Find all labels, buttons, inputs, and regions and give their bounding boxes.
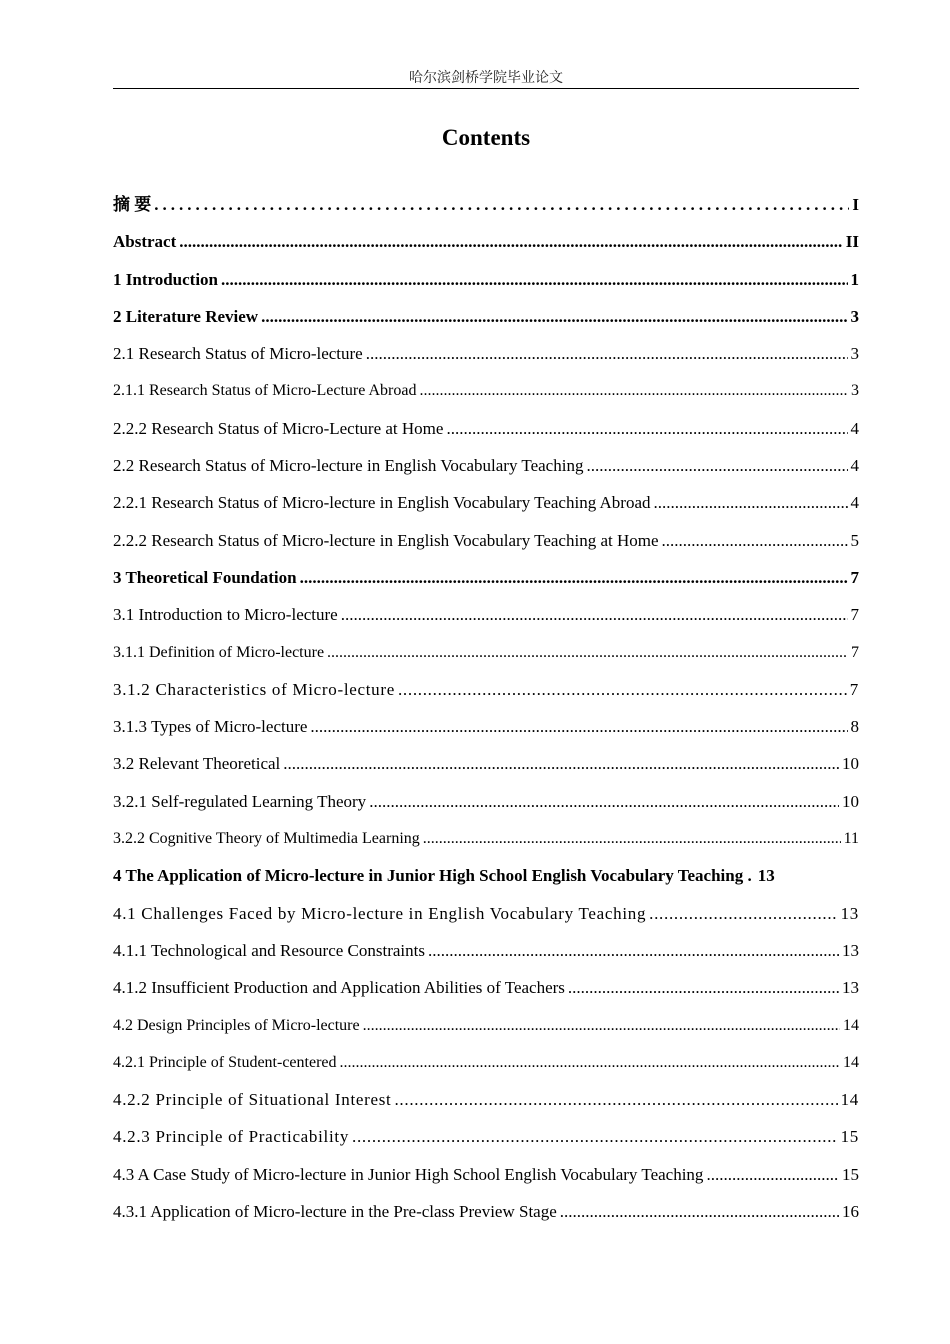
toc-entry-page-number: 7 xyxy=(850,605,859,625)
toc-entry[interactable] xyxy=(113,223,859,260)
toc-entry-page-number: 7 xyxy=(849,679,859,699)
dot-leader xyxy=(398,671,847,708)
toc-entry-page-number: II xyxy=(845,232,859,252)
toc-entry-page-number: 8 xyxy=(850,717,859,737)
toc-entry-page-number: 5 xyxy=(850,530,859,550)
toc-entry-page-number: 13 xyxy=(840,903,859,923)
dot-leader xyxy=(352,1118,838,1155)
dot-leader xyxy=(419,372,848,409)
toc-entry-label: 3.2.2 Cognitive Theory of Multimedia Learning xyxy=(113,830,420,848)
dot-leader xyxy=(327,634,848,671)
dot-leader xyxy=(366,335,848,372)
toc-entry-page-number: 10 xyxy=(842,791,859,811)
toc-entry[interactable] xyxy=(113,932,859,969)
toc-entry-page-number: 13 xyxy=(757,866,775,886)
header-rule xyxy=(113,88,859,89)
dot-leader xyxy=(363,1007,840,1044)
toc-entry-page-number: 3 xyxy=(850,306,859,326)
toc-entry-label: 1 Introduction xyxy=(113,269,219,289)
toc-entry-page-number: 11 xyxy=(843,830,859,848)
toc-entry-label: 4.2 Design Principles of Micro-lecture xyxy=(113,1016,360,1034)
toc-entry-page-number: 3 xyxy=(851,382,859,400)
dot-leader xyxy=(560,1193,839,1230)
toc-entry[interactable] xyxy=(113,1081,859,1118)
toc-entry-page-number: 15 xyxy=(840,1127,859,1147)
toc-entry-label: 4.1 Challenges Faced by Micro-lecture in English Vocabulary Teaching xyxy=(113,903,647,923)
toc-entry-page-number: 1 xyxy=(850,269,859,289)
dot-leader xyxy=(428,932,839,969)
toc-entry[interactable] xyxy=(113,1118,859,1155)
table-of-contents xyxy=(113,186,859,1230)
dot-leader xyxy=(340,1044,841,1081)
toc-entry[interactable] xyxy=(113,969,859,1006)
toc-entry-label: 2.1 Research Status of Micro-lecture xyxy=(113,344,363,364)
toc-entry-label: 4.2.3 Principle of Practicability xyxy=(113,1127,350,1147)
toc-entry[interactable] xyxy=(113,1156,859,1193)
toc-entry[interactable] xyxy=(113,895,859,932)
dot-leader xyxy=(369,783,839,820)
dot-leader xyxy=(423,820,841,857)
dot-leader xyxy=(283,745,839,782)
toc-entry[interactable] xyxy=(113,708,859,745)
toc-entry-label: 3.2 Relevant Theoretical xyxy=(113,754,281,774)
toc-entry-label: 2.2 Research Status of Micro-lecture in English Vocabulary Teaching xyxy=(113,456,584,476)
toc-entry[interactable] xyxy=(113,857,859,894)
toc-entry-page-number: 14 xyxy=(840,1090,859,1110)
toc-entry-label: 4.2.1 Principle of Student-centered xyxy=(113,1053,337,1071)
dot-leader xyxy=(394,1081,837,1118)
dot-leader xyxy=(649,895,837,932)
toc-entry-page-number: 7 xyxy=(850,567,859,587)
toc-entry-page-number: 4 xyxy=(850,456,859,476)
toc-entry-page-number: I xyxy=(852,195,859,214)
toc-entry[interactable] xyxy=(113,1044,859,1081)
dot-leader xyxy=(568,969,839,1006)
toc-entry[interactable] xyxy=(113,186,859,223)
toc-entry-label: 2 Literature Review xyxy=(113,306,259,326)
dot-leader xyxy=(261,298,847,335)
toc-entry[interactable] xyxy=(113,559,859,596)
running-header: 哈尔滨剑桥学院毕业论文 xyxy=(409,70,563,86)
toc-entry[interactable] xyxy=(113,447,859,484)
toc-entry-label: 3 Theoretical Foundation xyxy=(113,567,297,587)
toc-entry-page-number: 14 xyxy=(843,1053,859,1071)
toc-entry-label: 4.3.1 Application of Micro-lecture in the Pre-class Preview Stage xyxy=(113,1202,557,1222)
toc-entry[interactable] xyxy=(113,745,859,782)
toc-entry-page-number: 7 xyxy=(851,643,859,661)
toc-entry[interactable] xyxy=(113,820,859,857)
toc-entry[interactable] xyxy=(113,410,859,447)
dot-leader xyxy=(662,522,848,559)
toc-entry-label: 4 The Application of Micro-lecture in Junior High School English Vocabulary Teaching . xyxy=(113,866,752,886)
dot-leader xyxy=(154,186,849,223)
toc-entry-page-number: 16 xyxy=(842,1202,859,1222)
toc-entry[interactable] xyxy=(113,372,859,409)
toc-entry[interactable] xyxy=(113,634,859,671)
toc-entry[interactable] xyxy=(113,1007,859,1044)
dot-leader xyxy=(221,261,847,298)
toc-entry-label: 3.1 Introduction to Micro-lecture xyxy=(113,605,338,625)
dot-leader xyxy=(341,596,848,633)
toc-entry[interactable] xyxy=(113,298,859,335)
toc-entry-label: 摘 要 xyxy=(113,195,152,214)
toc-entry-page-number: 15 xyxy=(842,1164,859,1184)
dot-leader xyxy=(586,447,847,484)
toc-entry-label: 4.1.2 Insufficient Production and Application Abilities of Teachers xyxy=(113,978,565,998)
toc-entry-page-number: 13 xyxy=(842,940,859,960)
toc-entry-label: 3.1.3 Types of Micro-lecture xyxy=(113,717,308,737)
toc-entry-label: Abstract xyxy=(113,232,177,252)
dot-leader xyxy=(179,223,843,260)
toc-entry-page-number: 10 xyxy=(842,754,859,774)
toc-entry-label: 3.1.2 Characteristics of Micro-lecture xyxy=(113,679,395,699)
dot-leader xyxy=(446,410,847,447)
toc-entry-label: 2.1.1 Research Status of Micro-Lecture Abroad xyxy=(113,382,417,400)
dot-leader xyxy=(653,484,847,521)
toc-entry[interactable] xyxy=(113,783,859,820)
toc-entry-label: 4.2.2 Principle of Situational Interest xyxy=(113,1090,392,1110)
toc-entry[interactable] xyxy=(113,484,859,521)
toc-entry[interactable] xyxy=(113,522,859,559)
toc-entry[interactable] xyxy=(113,671,859,708)
toc-entry-page-number: 14 xyxy=(843,1016,859,1034)
toc-entry-label: 3.2.1 Self-regulated Learning Theory xyxy=(113,791,367,811)
toc-entry-label: 4.1.1 Technological and Resource Constraints xyxy=(113,940,425,960)
toc-entry-page-number: 3 xyxy=(850,344,859,364)
toc-entry-label: 4.3 A Case Study of Micro-lecture in Junior High School English Vocabulary Teaching xyxy=(113,1164,704,1184)
toc-entry-label: 2.2.1 Research Status of Micro-lecture in English Vocabulary Teaching Abroad xyxy=(113,493,651,513)
dot-leader xyxy=(300,559,848,596)
toc-entry-label: 2.2.2 Research Status of Micro-Lecture at Home xyxy=(113,418,444,438)
toc-entry[interactable] xyxy=(113,1193,859,1230)
toc-entry-label: 3.1.1 Definition of Micro-lecture xyxy=(113,643,325,661)
toc-entry[interactable] xyxy=(113,261,859,298)
page-title: Contents xyxy=(441,125,531,150)
dot-leader xyxy=(310,708,847,745)
dot-leader xyxy=(706,1156,839,1193)
toc-entry-page-number: 4 xyxy=(850,418,859,438)
toc-entry[interactable] xyxy=(113,596,859,633)
toc-entry-label: 2.2.2 Research Status of Micro-lecture in English Vocabulary Teaching at Home xyxy=(113,530,659,550)
toc-entry-page-number: 4 xyxy=(850,493,859,513)
toc-entry[interactable] xyxy=(113,335,859,372)
toc-entry-page-number: 13 xyxy=(842,978,859,998)
